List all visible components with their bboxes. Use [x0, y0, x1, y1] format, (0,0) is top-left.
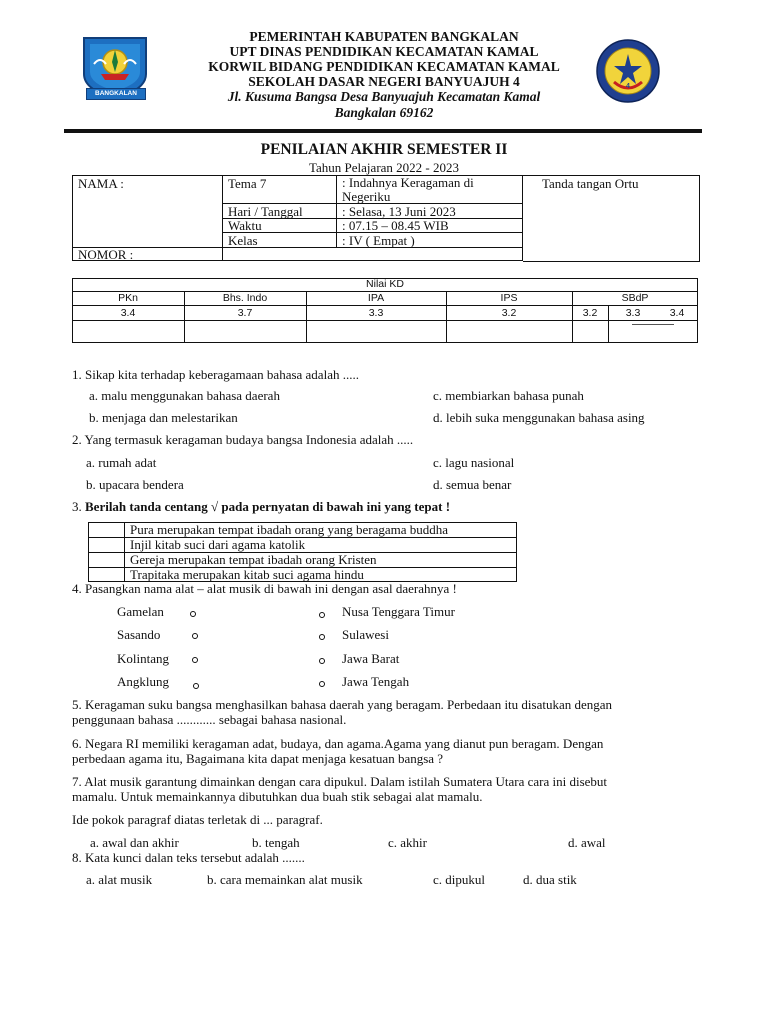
q6-line-1: 6. Negara RI memiliki keragaman adat, budaya, dan agama.Agama yang dianut pun beragam. Dengan — [72, 736, 604, 751]
q7-line-1: 7. Alat musik garantung dimainkan dengan cara dipukul. Dalam istilah Sumatera Utara cara ini disebut — [72, 774, 608, 789]
q4-left-dot-2[interactable] — [192, 633, 198, 639]
header-address-2: Bangkalan 69162 — [334, 105, 434, 120]
q3-checkbox-2[interactable] — [90, 539, 122, 550]
q3-instruction: Berilah tanda centang √ pada pernyatan di bawah ini yang tepat ! — [85, 499, 451, 514]
subject-ipa: IPA — [367, 292, 385, 304]
header-line-4: SEKOLAH DASAR NEGERI BANYUAJUH 4 — [248, 74, 520, 89]
q1-option-d: d. lebih suka menggunakan bahasa asing — [433, 410, 645, 425]
kelas-label: Kelas — [228, 233, 258, 248]
q5-line-1: 5. Keragaman suku bangsa menghasilkan bahasa daerah yang beragam. Perbedaan itu disatukan dengan — [72, 697, 613, 712]
q1-text: 1. Sikap kita terhadap keberagamaan bahasa adalah ..... — [72, 367, 359, 382]
q8-option-a: a. alat musik — [86, 872, 153, 887]
q7-option-a: a. awal dan akhir — [90, 835, 179, 850]
waktu-label: Waktu — [228, 218, 262, 233]
q2-option-b: b. upacara bendera — [86, 477, 184, 492]
q4-left-4: Angklung — [117, 674, 169, 689]
q4-right-dot-3[interactable] — [319, 658, 325, 664]
q3-item-4: Trapitaka merupakan kitab suci agama hindu — [130, 567, 364, 582]
q7-option-c: c. akhir — [388, 835, 427, 850]
q3-item-2: Injil kitab suci dari agama katolik — [130, 537, 306, 552]
q2-text: 2. Yang termasuk keragaman budaya bangsa Indonesia adalah ..... — [72, 432, 414, 447]
tema-value: : Indahnya Keragaman di Negeriku — [342, 175, 474, 204]
kd-sbdp-1: 3.2 — [582, 307, 598, 319]
header-line-3: KORWIL BIDANG PENDIDIKAN KECAMATAN KAMAL — [208, 59, 560, 74]
subject-sbdp: SBdP — [621, 292, 649, 304]
hari-value: : Selasa, 13 Juni 2023 — [342, 204, 456, 219]
exam-year: Tahun Pelajaran 2022 - 2023 — [309, 160, 459, 175]
header-address-1: Jl. Kusuma Bangsa Desa Banyuajuh Kecamatan Kamal — [227, 89, 541, 104]
kd-bhs-indo: 3.7 — [237, 307, 253, 319]
svg-text:4: 4 — [626, 83, 630, 90]
q4-left-dot-1[interactable] — [190, 611, 196, 617]
q3-item-1: Pura merupakan tempat ibadah orang yang beragama buddha — [130, 522, 449, 537]
q2-option-c: c. lagu nasional — [433, 455, 515, 470]
q7-option-d: d. awal — [568, 835, 606, 850]
nama-label: NAMA : — [78, 176, 124, 191]
q4-right-3: Jawa Barat — [342, 651, 400, 666]
q4-left-2: Sasando — [117, 627, 161, 642]
q8-option-c: c. dipukul — [433, 872, 485, 887]
kelas-value: : IV ( Empat ) — [342, 233, 415, 248]
q1-option-a: a. malu menggunakan bahasa daerah — [89, 388, 280, 403]
q3-checkbox-4[interactable] — [90, 569, 122, 580]
identity-table — [72, 175, 700, 262]
q2-option-a: a. rumah adat — [86, 455, 157, 470]
kd-ipa: 3.3 — [368, 307, 384, 319]
waktu-value: : 07.15 – 08.45 WIB — [342, 218, 449, 233]
nilai-kd-title: Nilai KD — [366, 278, 404, 290]
q3-checklist — [88, 522, 517, 582]
q7-line-3: Ide pokok paragraf diatas terletak di ... paragraf. — [72, 812, 323, 827]
q4-right-dot-4[interactable] — [319, 681, 325, 687]
q3-checkbox-3[interactable] — [90, 554, 122, 565]
header-divider — [64, 129, 702, 133]
q3-checkbox-1[interactable] — [90, 524, 122, 535]
q1-option-b: b. menjaga dan melestarikan — [89, 410, 238, 425]
q1-option-c: c. membiarkan bahasa punah — [433, 388, 584, 403]
q4-left-dot-4[interactable] — [193, 683, 199, 689]
q4-text: 4. Pasangkan nama alat – alat musik di bawah ini dengan asal daerahnya ! — [72, 581, 457, 596]
header-line-2: UPT DINAS PENDIDIKAN KECAMATAN KAMAL — [229, 44, 539, 59]
q4-right-1: Nusa Tenggara Timur — [342, 604, 455, 619]
q4-left-3: Kolintang — [117, 651, 169, 666]
q8-option-d: d. dua stik — [523, 872, 577, 887]
kd-ips: 3.2 — [501, 307, 517, 319]
q4-right-4: Jawa Tengah — [342, 674, 410, 689]
kd-sbdp-2: 3.3 — [625, 307, 641, 319]
q4-right-dot-1[interactable] — [319, 612, 325, 618]
hari-label: Hari / Tanggal — [228, 204, 303, 219]
q8-option-b: b. cara memainkan alat musik — [207, 872, 363, 887]
subject-ips: IPS — [500, 292, 518, 304]
exam-title: PENILAIAN AKHIR SEMESTER II — [260, 141, 508, 158]
kd-pkn: 3.4 — [120, 307, 136, 319]
subject-pkn: PKn — [118, 292, 138, 304]
q5-line-2: penggunaan bahasa ............ sebagai bahasa nasional. — [72, 712, 347, 727]
q4-right-2: Sulawesi — [342, 627, 389, 642]
signature-label: Tanda tangan Ortu — [542, 176, 639, 191]
q3-item-3: Gereja merupakan tempat ibadah orang Kristen — [130, 552, 377, 567]
subject-bhs-indo: Bhs. Indo — [222, 292, 268, 304]
q2-option-d: d. semua benar — [433, 477, 512, 492]
q4-left-1: Gamelan — [117, 604, 164, 619]
q7-line-2: mamalu. Untuk memainkannya dibutuhkan dua buah stik sebagai alat mamalu. — [72, 789, 483, 804]
kd-sbdp-3: 3.4 — [669, 307, 685, 319]
header-line-1: PEMERINTAH KABUPATEN BANGKALAN — [249, 29, 519, 44]
q3-text — [72, 499, 450, 515]
q3-number: 3. — [72, 499, 85, 514]
q4-right-dot-2[interactable] — [319, 634, 325, 640]
tema-label: Tema 7 — [228, 176, 267, 191]
q8-text: 8. Kata kunci dalan teks tersebut adalah ....... — [72, 850, 305, 865]
q7-option-b: b. tengah — [252, 835, 300, 850]
left-logo-ribbon: BANGKALAN — [86, 88, 146, 100]
nilai-kd-table — [72, 278, 698, 343]
q4-left-dot-3[interactable] — [192, 657, 198, 663]
nomor-label: NOMOR : — [78, 247, 134, 262]
q6-line-2: perbedaan agama itu, Bagaimana kita dapat menjaga kesatuan bangsa ? — [72, 751, 444, 766]
